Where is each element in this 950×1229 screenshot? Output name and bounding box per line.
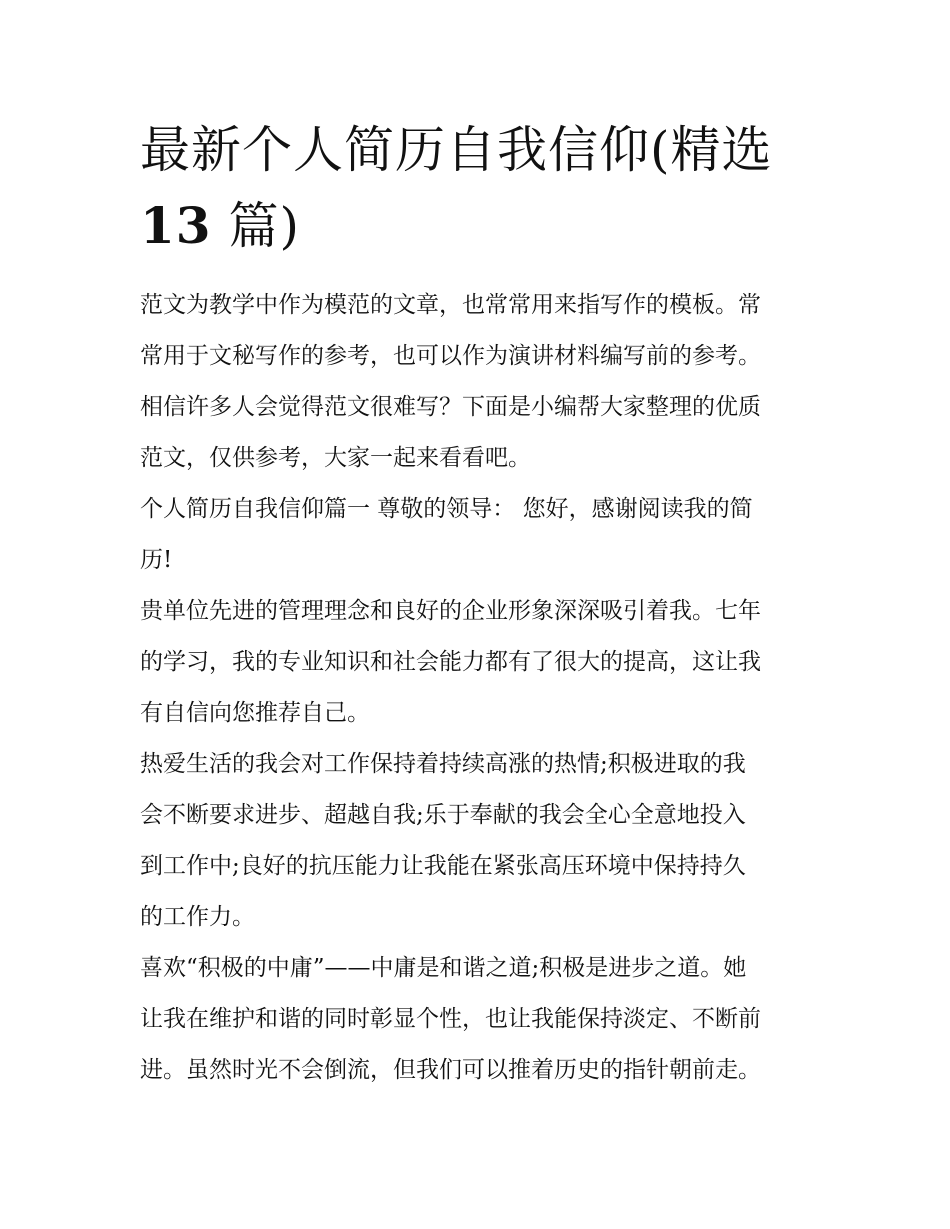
text-line: 的学习，我的专业知识和社会能力都有了很大的提高，这让我 (140, 649, 761, 675)
text-line: 进。虽然时光不会倒流，但我们可以推着历史的指针朝前走。 (140, 1057, 761, 1083)
title-count: 13 (140, 196, 212, 255)
title-line-2 (140, 188, 790, 264)
text-line: 会不断要求进步、超越自我;乐于奉献的我会全心全意地投入 (140, 802, 746, 828)
title-line-1: 最新个人简历自我信仰(精选 (140, 121, 773, 179)
text-line: 有自信向您推荐自己。 (140, 700, 370, 726)
text-line: 的工作力。 (140, 904, 255, 930)
text-line: 喜欢“积极的中庸”——中庸是和谐之道;积极是进步之道。她 (140, 955, 747, 981)
text-line: 热爱生活的我会对工作保持着持续高涨的热情;积极进取的我 (140, 751, 746, 777)
text-line: 范文为教学中作为模范的文章，也常常用来指写作的模板。常 (140, 292, 761, 318)
text-line: 范文，仅供参考，大家一起来看看吧。 (140, 445, 531, 471)
text-line: 贵单位先进的管理理念和良好的企业形象深深吸引着我。七年 (140, 598, 761, 624)
paragraph-philosophy (140, 943, 812, 1096)
text-line: 常用于文秘写作的参考，也可以作为演讲材料编写前的参考。 (140, 343, 761, 369)
text-line: 让我在维护和谐的同时彰显个性，也让我能保持淡定、不断前 (140, 1006, 761, 1032)
title-suffix: 篇) (211, 197, 300, 255)
text-line: 个人简历自我信仰篇一 尊敬的领导： 您好，感谢阅读我的简 (140, 496, 753, 522)
text-line: 到工作中;良好的抗压能力让我能在紧张高压环境中保持持久 (140, 853, 746, 879)
paragraph-greeting (140, 484, 812, 586)
paragraph-intro (140, 280, 812, 484)
document-title (140, 112, 790, 264)
document-body (140, 280, 812, 1096)
text-line: 历! (140, 547, 173, 573)
text-line: 相信许多人会觉得范文很难写？下面是小编帮大家整理的优质 (140, 394, 761, 420)
paragraph-company (140, 586, 812, 739)
paragraph-attitude (140, 739, 812, 943)
